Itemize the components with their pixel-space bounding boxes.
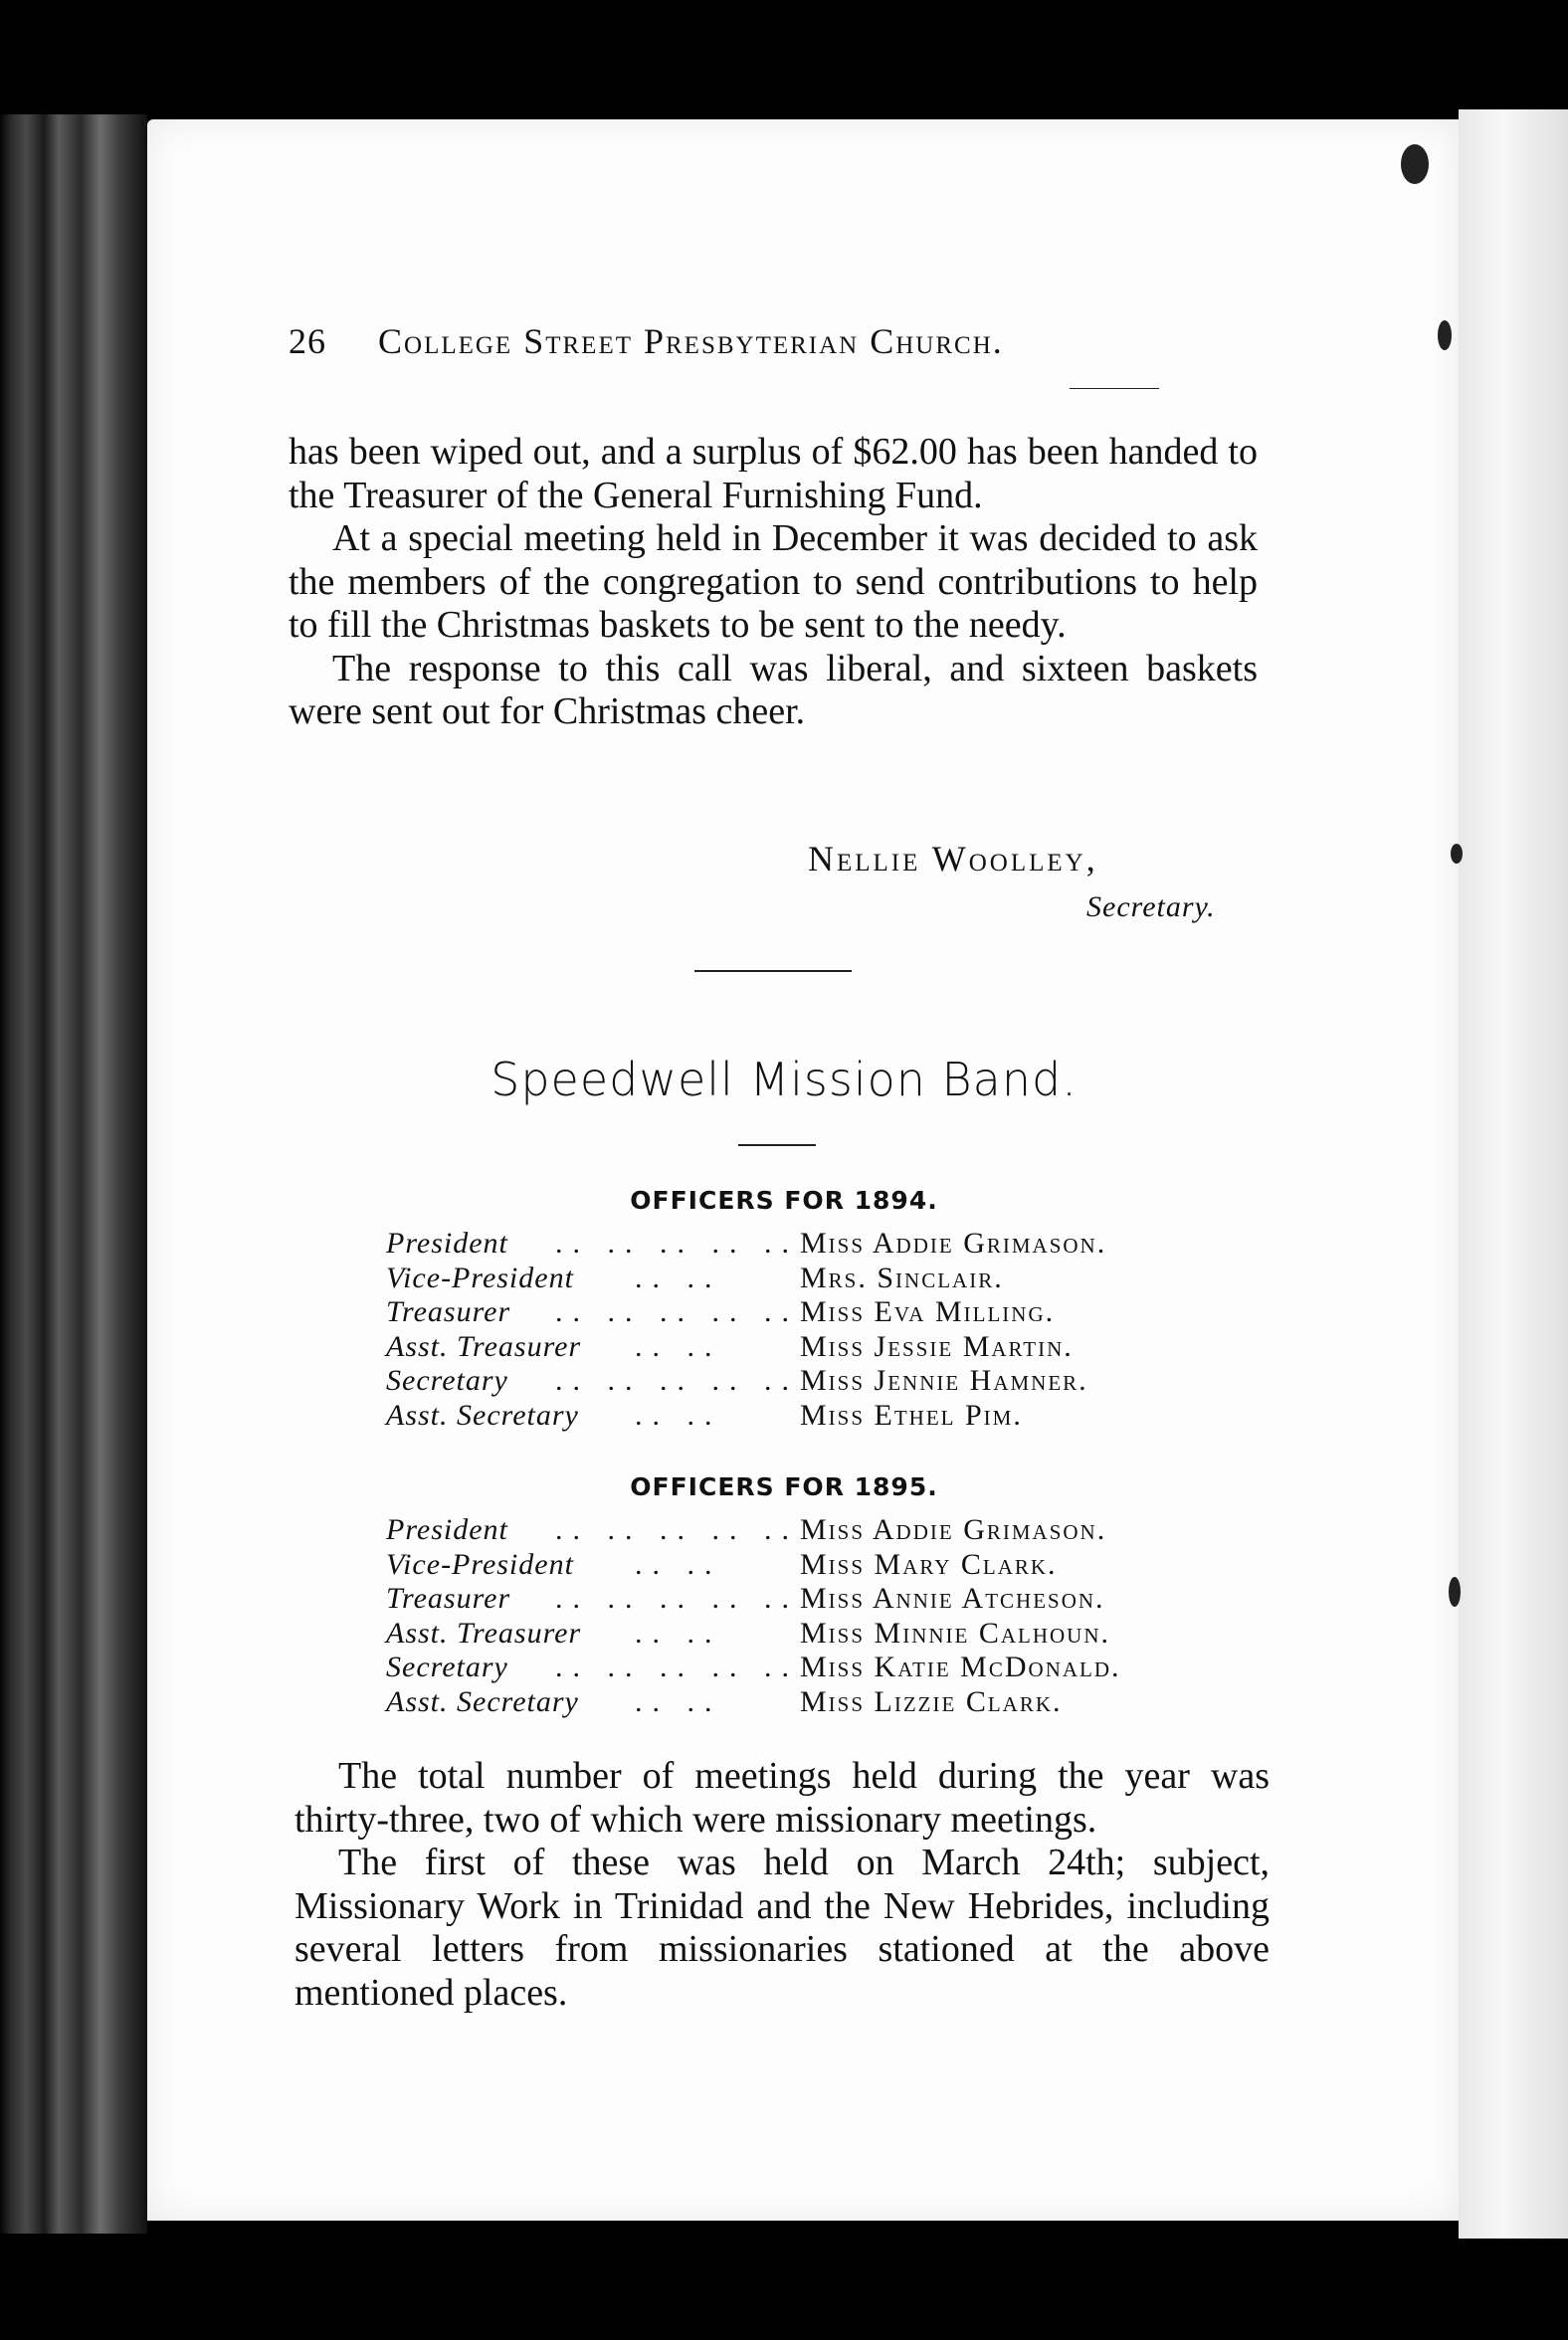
header-rule [1070,388,1159,389]
report-paragraph-1: has been wiped out, and a surplus of $62.00 has been handed to the Treasurer of the General Furnishing Fund. [289,431,1258,516]
leader-dots: .. .. .. .. .. [555,1582,799,1615]
officers-1895-list [386,1513,1281,1719]
officer-name: Miss Katie McDonald. [800,1651,1121,1683]
officers-1894-list [386,1227,1281,1433]
leader-dots: .. .. .. .. .. [555,1364,799,1397]
leader-dots: .. .. .. .. .. [555,1651,799,1683]
officer-name: Miss Ethel Pim. [800,1398,1023,1432]
leader-dots: .. .. .. .. .. [555,1513,799,1546]
officer-row [386,1513,1281,1548]
signature-role: Secretary. [1086,890,1216,923]
officer-role: Asst. Treasurer [386,1329,582,1363]
officer-name: Miss Minnie Calhoun. [800,1616,1111,1650]
meetings-text [294,1755,1270,2015]
page-number: 26 [289,321,326,361]
ink-blot [1451,844,1463,864]
officer-row [386,1227,1281,1262]
officer-name: Mrs. Sinclair. [800,1261,1004,1294]
officers-1895-heading: OFFICERS FOR 1895. [630,1472,938,1501]
officer-name: Miss Annie Atcheson. [800,1582,1105,1615]
officer-name: Miss Jessie Martin. [800,1329,1074,1363]
running-title: College Street Presbyterian Church. [378,321,1004,361]
ink-blot [1449,1577,1461,1607]
officer-row [386,1399,1281,1434]
running-header [289,320,1184,362]
leader-dots: .. .. [635,1547,722,1581]
officer-role: Secretary [386,1364,508,1397]
book-spine-edge [0,114,147,2234]
officer-role: President [386,1227,508,1260]
officer-row [386,1548,1281,1583]
officer-row [386,1262,1281,1296]
leader-dots: .. .. [635,1616,722,1650]
officer-row [386,1651,1281,1685]
officer-row [386,1295,1281,1330]
leader-dots: .. .. .. .. .. [555,1295,799,1328]
ink-blot [1438,320,1452,350]
officer-name: Miss Jennie Hamner. [800,1364,1088,1397]
meetings-paragraph-1: The total number of meetings held during the year was thirty-three, two of which were missionary meetings. [294,1755,1270,1841]
officer-role: Vice-President [386,1261,574,1294]
officer-role: Asst. Treasurer [386,1616,582,1650]
officer-role: Treasurer [386,1582,511,1615]
signature-name: Nellie Woolley, [808,839,1098,878]
officer-role: Secretary [386,1651,508,1683]
leader-dots: .. .. [635,1329,722,1363]
officer-role: President [386,1513,508,1546]
title-rule [738,1144,816,1146]
leader-dots: .. .. [635,1398,722,1432]
officer-row [386,1685,1281,1720]
report-paragraph-2: At a special meeting held in December it was decided to ask the members of the congregation to send contributions to help to fill the Christmas baskets to be sent to the needy. [289,517,1258,646]
officer-row [386,1617,1281,1652]
officer-role: Vice-President [386,1547,574,1581]
officer-row [386,1364,1281,1399]
leader-dots: .. .. [635,1261,722,1294]
officer-name: Miss Addie Grimason. [800,1227,1107,1260]
officer-row [386,1330,1281,1365]
officer-name: Miss Lizzie Clark. [800,1684,1063,1718]
adjacent-page-edge [1459,109,1568,2239]
officer-role: Treasurer [386,1295,511,1328]
officer-role: Asst. Secretary [386,1398,579,1432]
report-paragraph-3: The response to this call was liberal, and sixteen baskets were sent out for Christmas cheer. [289,647,1258,732]
officer-name: Miss Mary Clark. [800,1547,1058,1581]
section-title: Speedwell Mission Band. [490,1053,1078,1106]
officer-row [386,1582,1281,1617]
meetings-paragraph-2: The first of these was held on March 24th; subject, Missionary Work in Trinidad and the New Hebrides, including several letters from missionaries stationed at the above mentioned places. [294,1842,1270,2014]
officer-name: Miss Addie Grimason. [800,1513,1107,1546]
leader-dots: .. .. [635,1684,722,1718]
section-divider [694,970,852,972]
officer-name: Miss Eva Milling. [800,1295,1056,1328]
officers-1894-heading: OFFICERS FOR 1894. [630,1186,938,1215]
leader-dots: .. .. .. .. .. [555,1227,799,1260]
report-text [289,431,1258,734]
ink-blot [1401,144,1429,184]
officer-role: Asst. Secretary [386,1684,579,1718]
